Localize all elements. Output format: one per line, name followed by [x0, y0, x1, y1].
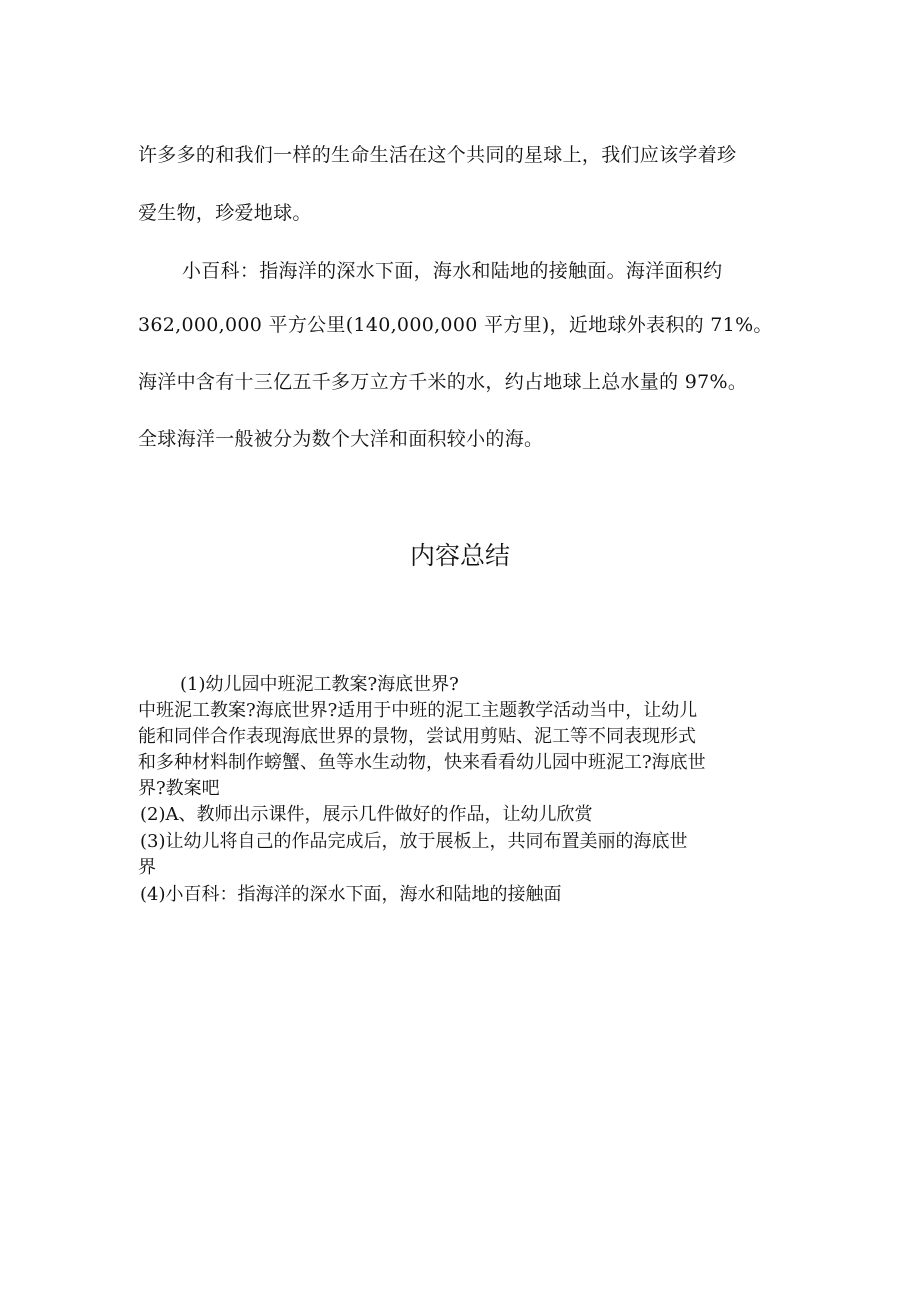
- summary-item-1-body-2: 能和同伴合作表现海底世界的景物，尝试用剪贴、泥工等不同表现形式: [138, 726, 696, 747]
- summary-item-4: (4)小百科：指海洋的深水下面，海水和陆地的接触面: [140, 884, 562, 905]
- summary-item-3: (3)让幼儿将自己的作品完成后，放于展板上，共同布置美丽的海底世: [140, 831, 688, 852]
- intro-line-2: 爱生物，珍爱地球。: [138, 202, 312, 224]
- intro-line-1: 许多多的和我们一样的生命生活在这个共同的星球上，我们应该学着珍: [138, 144, 737, 166]
- summary-item-1-body-1: 中班泥工教案?海底世界?适用于中班的泥工主题教学活动当中，让幼儿: [138, 700, 698, 721]
- encyclopedia-line-3: 海洋中含有十三亿五千多万立方千米的水，约占地球上总水量的 97%。: [138, 371, 748, 393]
- summary-title: 内容总结: [409, 541, 510, 570]
- encyclopedia-line-2: 362,000,000 平方公里(140,000,000 平方里)，近地球外表积的 71%。: [138, 314, 773, 336]
- summary-item-3-cont: 界: [138, 857, 156, 878]
- summary-item-1: (1)幼儿园中班泥工教案?海底世界?: [180, 674, 459, 695]
- summary-item-1-body-4: 界?教案吧: [138, 778, 220, 799]
- encyclopedia-line-1: 小百科：指海洋的深水下面，海水和陆地的接触面。海洋面积约: [182, 260, 723, 282]
- summary-item-2: (2)A、教师出示课件，展示几件做好的作品，让幼儿欣赏: [140, 804, 593, 825]
- summary-item-1-body-3: 和多种材料制作螃蟹、鱼等水生动物，快来看看幼儿园中班泥工?海底世: [138, 752, 706, 773]
- encyclopedia-line-4: 全球海洋一般被分为数个大洋和面积较小的海。: [138, 428, 544, 450]
